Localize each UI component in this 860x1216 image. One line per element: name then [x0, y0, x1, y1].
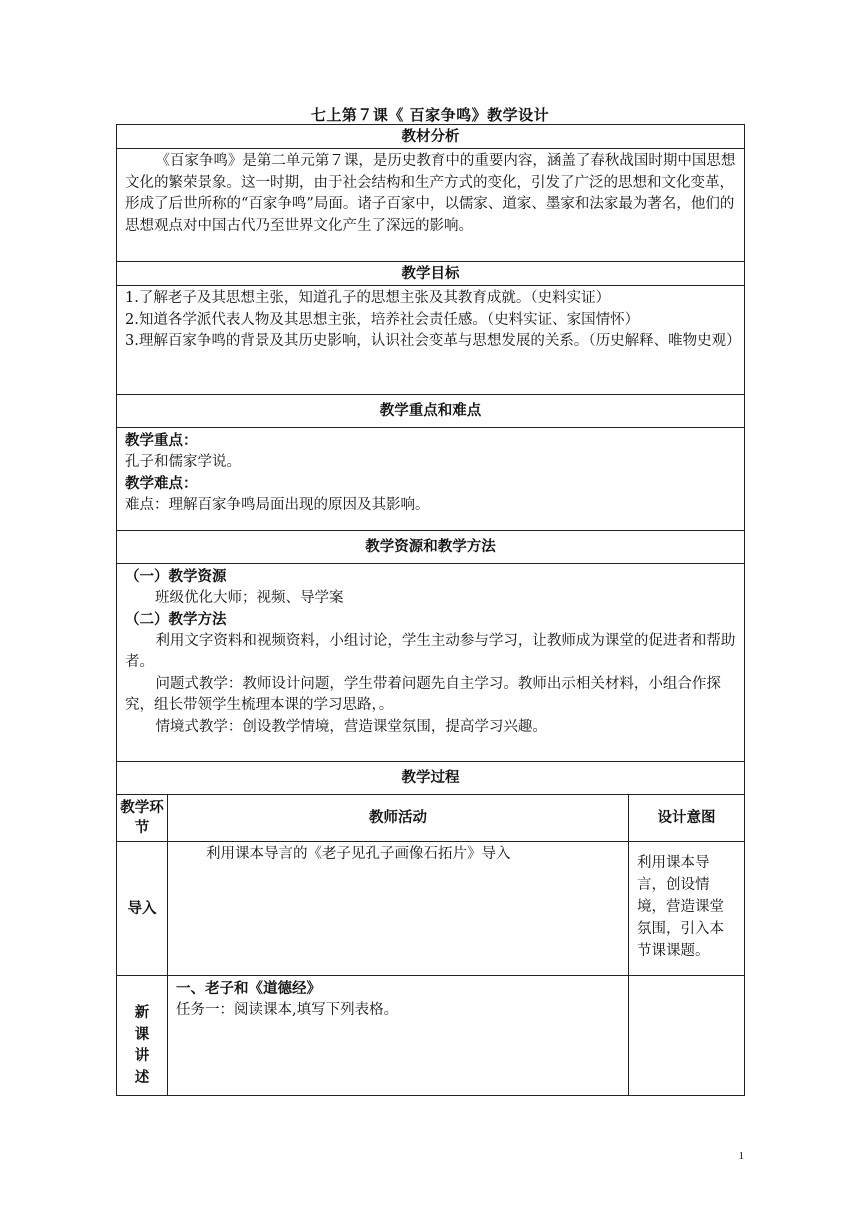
page-title: 七上第７课《 百家争鸣》教学设计 — [310, 106, 550, 124]
intro-teacher-text: 利用课本导言的《老子见孔子画像石拓片》导入 — [206, 846, 511, 862]
intro-intent-text: 利用课本导言，创设情境，营造课堂氛围，引入本节课课题。 — [637, 855, 724, 959]
keypoints-cell — [117, 428, 745, 531]
methods-paragraph: 情境式教学：创设教学情境，营造课堂氛围，提高学习兴趣。 — [155, 718, 547, 735]
new-lesson-task: 任务一：阅读课本,填写下列表格。 — [176, 1001, 399, 1018]
col-header-stage: 教学环节 — [117, 795, 168, 842]
goal-item: 3.理解百家争鸣的背景及其历史影响，认识社会变革与思想发展的关系。（历史解释、唯物史观） — [125, 333, 741, 349]
resources-cell — [117, 564, 745, 762]
analysis-paragraph: 《百家争鸣》是第二单元第７课，是历史教育中的重要内容，涵盖了春秋战国时期中国思想文化的繁荣景象。这一时期，由于社会结构和生产方式的变化，引发了广泛的思想和文化变革，形成了后世所称的“百家争鸣”局面。诸子百家中，以儒家、道家、墨家和法家最为著名，他们的思想观点对中国古代乃至世界文化产生了深远的影响。 — [125, 153, 736, 234]
section-header-keypoints: 教学重点和难点 — [117, 395, 745, 428]
stage-new-lesson — [117, 976, 168, 1096]
methods-paragraph: 利用文字资料和视频资料，小组讨论，学生主动参与学习，让教师成为课堂的促进者和帮助者。 — [125, 632, 736, 670]
stage-char: 课 — [134, 1025, 150, 1043]
page-number: 1 — [738, 1150, 744, 1162]
stage-intro: 导入 — [117, 842, 168, 976]
col-header-intent: 设计意图 — [629, 795, 745, 842]
focus-label: 教学重点： — [125, 432, 198, 449]
stage-char: 述 — [134, 1068, 150, 1086]
methods-label: （二）教学方法 — [125, 611, 227, 628]
methods-paragraph: 问题式教学：教师设计问题，学生带着问题先自主学习。教师出示相关材料，小组合作探究，组长带领学生梳理本课的学习思路，。 — [125, 675, 721, 713]
difficulty-label: 教学难点： — [125, 475, 198, 492]
lesson-plan-table — [116, 124, 745, 1096]
goal-item: 1.了解老子及其思想主张，知道孔子的思想主张及其教育成就。（史料实证） — [125, 290, 611, 306]
new-lesson-teacher-cell — [168, 976, 629, 1096]
stage-char: 讲 — [134, 1047, 150, 1064]
analysis-cell — [117, 149, 745, 262]
new-lesson-heading: 一、老子和《道德经》 — [176, 980, 321, 997]
section-header-analysis: 教材分析 — [117, 125, 745, 149]
goals-cell — [117, 286, 745, 395]
intro-intent-cell — [629, 842, 745, 976]
focus-text: 孔子和儒家学说。 — [125, 453, 241, 470]
col-header-teacher: 教师活动 — [168, 795, 629, 842]
difficulty-text: 难点：理解百家争鸣局面出现的原因及其影响。 — [125, 496, 430, 513]
new-lesson-intent-cell — [629, 976, 745, 1096]
section-header-resources: 教学资源和教学方法 — [117, 531, 745, 564]
section-header-process: 教学过程 — [117, 762, 745, 795]
goal-item: 2.知道各学派代表人物及其思想主张，培养社会责任感。（史料实证、家国情怀） — [125, 311, 640, 328]
resources-text: 班级优化大师；视频、导学案 — [155, 589, 344, 606]
section-header-goals: 教学目标 — [117, 262, 745, 286]
stage-char: 新 — [134, 1004, 150, 1021]
intro-teacher-cell — [168, 842, 629, 976]
resources-label: （一）教学资源 — [125, 568, 227, 585]
